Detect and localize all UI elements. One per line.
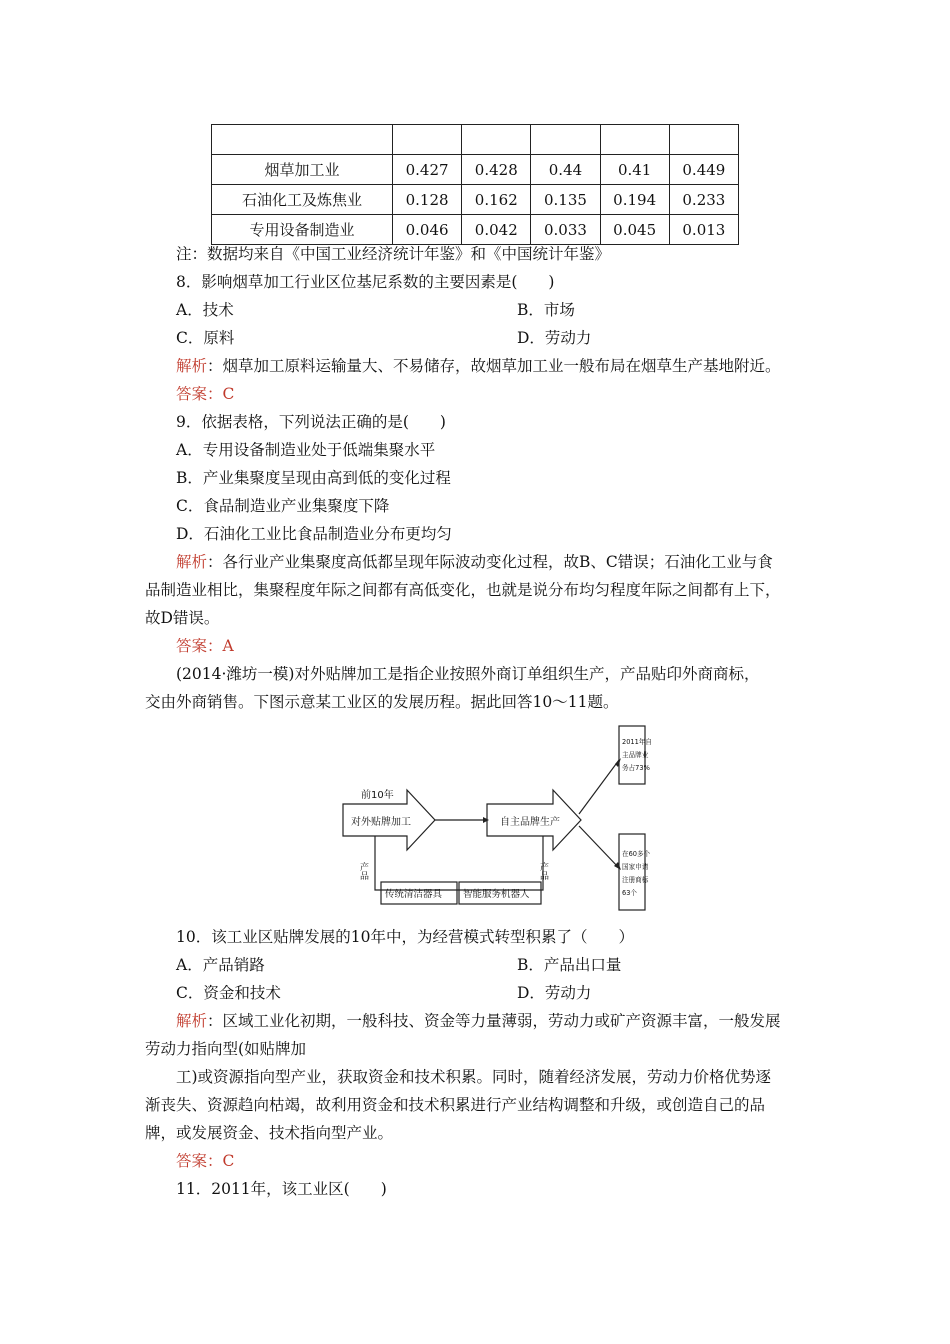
box-bottom-line: 国家申请 — [622, 863, 649, 871]
box-top-line: 务占73% — [622, 764, 650, 772]
table-cell: 0.135 — [531, 185, 600, 215]
table-header-cell — [393, 125, 462, 155]
box-bottom-line: 63个 — [622, 889, 637, 897]
table-cell: 0.013 — [669, 215, 738, 245]
table-cell: 0.428 — [462, 155, 531, 185]
table-cell: 0.233 — [669, 185, 738, 215]
table-cell: 0.042 — [462, 215, 531, 245]
q10-option-b: B．产品出口量 — [517, 956, 622, 974]
industry-gini-table — [211, 124, 739, 245]
row-label: 石油化工及炼焦业 — [212, 185, 393, 215]
q10-analysis-line-4: 渐丧失、资源趋向枯竭，故利用资金和技术积累进行产业结构调整和升级，或创造自己的品 — [145, 1096, 766, 1114]
table-cell: 0.44 — [531, 155, 600, 185]
table-header-cell — [669, 125, 738, 155]
q8-option-c: C．原料 — [176, 329, 235, 347]
trademark-box — [619, 834, 645, 910]
intro-line-1: (2014·潍坊一模)对外贴牌加工是指企业按照外商订单组织生产，产品贴印外商商标， — [176, 665, 760, 683]
arrowhead-icon — [483, 817, 489, 823]
table-header-cell — [462, 125, 531, 155]
smart-label: 智能服务机器人 — [463, 889, 530, 900]
q8-option-a: A．技术 — [176, 301, 234, 319]
table-cell: 0.046 — [393, 215, 462, 245]
table-header-cell — [600, 125, 669, 155]
analysis-text: ：各行业产业集聚度高低都呈现年际波动变化过程，故B、C错误；石油化工业与食 — [207, 553, 773, 571]
q9-analysis-line-1 — [176, 551, 773, 573]
row-label: 烟草加工业 — [212, 155, 393, 185]
development-process-diagram — [337, 722, 657, 917]
box-bottom-line: 在60多个 — [622, 850, 651, 858]
connector-up — [579, 760, 619, 814]
q10-analysis-line-5: 牌，或发展资金、技术指向型产业。 — [145, 1124, 394, 1142]
row-label: 专用设备制造业 — [212, 215, 393, 245]
analysis-label: 解析 — [176, 1012, 208, 1030]
q9-option-c: C．食品制造业产业集聚度下降 — [176, 497, 390, 515]
q10-analysis-line-1 — [176, 1010, 781, 1032]
connector-down — [579, 826, 619, 868]
q8-option-d: D．劳动力 — [517, 329, 592, 347]
q9-option-a: A．专用设备制造业处于低端集聚水平 — [176, 441, 436, 459]
table-cell: 0.41 — [600, 155, 669, 185]
prev-10-years-label: 前10年 — [361, 790, 394, 801]
product-label-left: 产品 — [358, 862, 368, 880]
table-note: 注：数据均来自《中国工业经济统计年鉴》和《中国统计年鉴》 — [176, 245, 611, 263]
q10-stem: 10．该工业区贴牌发展的10年中，为经营模式转型积累了（ ） — [176, 928, 634, 946]
q8-stem: 8．影响烟草加工行业区位基尼系数的主要因素是( ) — [176, 273, 555, 291]
analysis-text: ：区域工业化初期，一般科技、资金等力量薄弱，劳动力或矿产资源丰富，一般发展 — [207, 1012, 781, 1030]
q9-option-d: D．石油化工业比食品制造业分布更均匀 — [176, 525, 452, 543]
table-row — [212, 155, 739, 185]
q8-option-b: B．市场 — [517, 301, 575, 319]
q9-stem: 9．依据表格，下列说法正确的是( ) — [176, 413, 446, 431]
q9-analysis-line-2: 品制造业相比，集聚程度年际之间都有高低变化，也就是说分布均匀程度年际之间都有上下， — [145, 581, 781, 599]
q8-analysis — [176, 355, 781, 377]
q10-option-a: A．产品销路 — [176, 956, 265, 974]
box-top-line: 主品牌业 — [622, 751, 649, 759]
table-cell: 0.033 — [531, 215, 600, 245]
product-label-right: 产品 — [538, 862, 548, 880]
oem-label: 对外贴牌加工 — [351, 817, 411, 828]
q10-option-d: D．劳动力 — [517, 984, 592, 1002]
table-cell: 0.128 — [393, 185, 462, 215]
table-header-cell — [531, 125, 600, 155]
q11-stem: 11．2011年，该工业区( ) — [176, 1180, 387, 1198]
q10-option-c: C．资金和技术 — [176, 984, 281, 1002]
table-header-row — [212, 125, 739, 155]
table-cell: 0.045 — [600, 215, 669, 245]
q10-analysis-line-2: 劳动力指向型(如贴牌加 — [145, 1040, 307, 1058]
analysis-label: 解析 — [176, 357, 208, 375]
q9-analysis-line-3: 故D错误。 — [145, 609, 220, 627]
analysis-label: 解析 — [176, 553, 208, 571]
traditional-label: 传统清洁器具 — [385, 889, 443, 900]
table-cell: 0.162 — [462, 185, 531, 215]
table-header-cell — [212, 125, 393, 155]
q10-answer: 答案：C — [176, 1152, 235, 1170]
q9-answer: 答案：A — [176, 637, 234, 655]
table-cell: 0.449 — [669, 155, 738, 185]
intro-line-2: 交由外商销售。下图示意某工业区的发展历程。据此回答10～11题。 — [145, 693, 619, 711]
q10-analysis-line-3: 工)或资源指向型产业，获取资金和技术积累。同时，随着经济发展，劳动力价格优势逐 — [176, 1068, 772, 1086]
arrowhead-icon — [615, 758, 621, 767]
q8-answer: 答案：C — [176, 385, 235, 403]
table-row — [212, 185, 739, 215]
table-cell: 0.427 — [393, 155, 462, 185]
q9-option-b: B．产业集聚度呈现由高到低的变化过程 — [176, 469, 451, 487]
table-cell: 0.194 — [600, 185, 669, 215]
own-brand-label: 自主品牌生产 — [500, 817, 560, 828]
box-bottom-line: 注册商标 — [622, 876, 649, 884]
box-top-line: 2011年自 — [622, 738, 652, 746]
table-row — [212, 215, 739, 245]
analysis-text: ：烟草加工原料运输量大、不易储存，故烟草加工业一般布局在烟草生产基地附近。 — [207, 357, 781, 375]
